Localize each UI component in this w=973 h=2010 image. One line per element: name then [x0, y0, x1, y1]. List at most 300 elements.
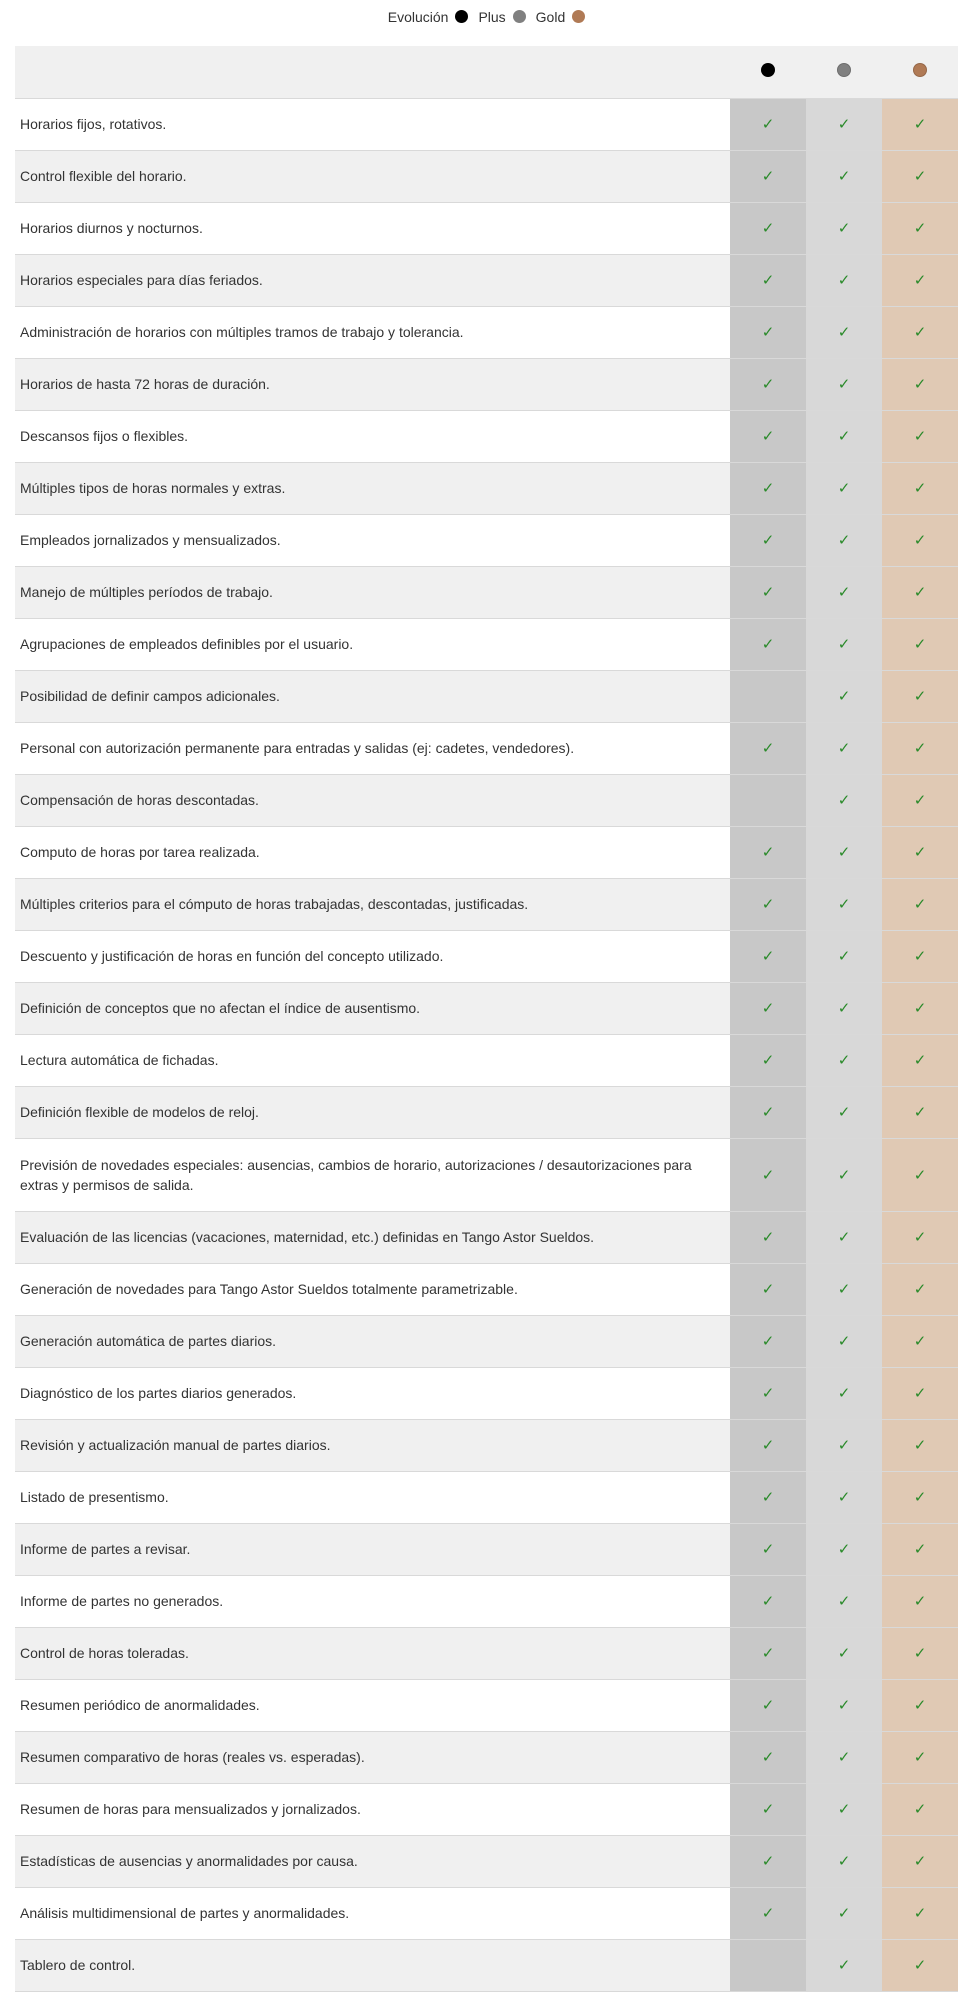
check-icon: ✓: [761, 1051, 775, 1069]
cell-evolucion: [730, 1211, 806, 1263]
cell-evolucion: [730, 566, 806, 618]
cell-evolucion: [730, 826, 806, 878]
check-icon: ✓: [761, 1332, 775, 1350]
cell-evolucion: [730, 1367, 806, 1419]
feature-label: Empleados jornalizados y mensualizados.: [15, 514, 730, 566]
cell-gold: [882, 514, 958, 566]
check-icon: ✓: [761, 947, 775, 965]
cell-gold: [882, 566, 958, 618]
table-row: [15, 514, 958, 566]
cell-gold: [882, 826, 958, 878]
feature-label: Generación automática de partes diarios.: [15, 1315, 730, 1367]
table-row: [15, 1627, 958, 1679]
cell-plus: [806, 1939, 882, 1991]
cell-evolucion: [730, 1783, 806, 1835]
feature-label: Lectura automática de fichadas.: [15, 1034, 730, 1086]
cell-evolucion: [730, 202, 806, 254]
feature-label: Diagnóstico de los partes diarios generados.: [15, 1367, 730, 1419]
cell-evolucion: [730, 930, 806, 982]
cell-plus: [806, 1783, 882, 1835]
feature-label: Agrupaciones de empleados definibles por el usuario.: [15, 618, 730, 670]
check-icon: ✓: [837, 1103, 851, 1121]
check-icon: ✓: [837, 115, 851, 133]
check-icon: ✓: [837, 1384, 851, 1402]
check-icon: ✓: [913, 1436, 927, 1454]
cell-plus: [806, 1887, 882, 1939]
check-icon: ✓: [761, 115, 775, 133]
table-row: [15, 1939, 958, 1991]
feature-label: Previsión de novedades especiales: ausencias, cambios de horario, autorizaciones / desautorizaciones para extras y permisos de salida.: [15, 1138, 730, 1211]
check-icon: ✓: [913, 895, 927, 913]
cell-plus: [806, 306, 882, 358]
check-icon: ✓: [837, 531, 851, 549]
check-icon: ✓: [761, 1280, 775, 1298]
table-row: [15, 982, 958, 1034]
table-row: [15, 1471, 958, 1523]
check-icon: ✓: [837, 1332, 851, 1350]
table-row: [15, 410, 958, 462]
table-row: [15, 1263, 958, 1315]
check-icon: ✓: [913, 1165, 927, 1184]
cell-evolucion: [730, 618, 806, 670]
cell-evolucion: [730, 306, 806, 358]
check-icon: ✓: [913, 1384, 927, 1402]
check-icon: ✓: [837, 583, 851, 601]
cell-evolucion: [730, 514, 806, 566]
table-row: [15, 1315, 958, 1367]
table-row: [15, 1211, 958, 1263]
check-icon: ✓: [837, 687, 851, 705]
table-row: [15, 618, 958, 670]
cell-gold: [882, 1523, 958, 1575]
check-icon: ✓: [913, 843, 927, 861]
cell-gold: [882, 1034, 958, 1086]
check-icon: ✓: [837, 1280, 851, 1298]
check-icon: ✓: [837, 375, 851, 393]
cell-plus: [806, 1575, 882, 1627]
cell-gold: [882, 618, 958, 670]
check-icon: ✓: [761, 1644, 775, 1662]
check-icon: ✓: [837, 843, 851, 861]
check-icon: ✓: [837, 1488, 851, 1506]
table-row: [15, 670, 958, 722]
cell-gold: [882, 774, 958, 826]
check-icon: ✓: [837, 427, 851, 445]
check-icon: ✓: [837, 999, 851, 1017]
check-icon: ✓: [837, 895, 851, 913]
plus-dot-icon: [837, 63, 851, 77]
feature-label: Revisión y actualización manual de partes diarios.: [15, 1419, 730, 1471]
cell-gold: [882, 1315, 958, 1367]
check-icon: ✓: [837, 1852, 851, 1870]
feature-label: Estadísticas de ausencias y anormalidades por causa.: [15, 1835, 730, 1887]
feature-label: Personal con autorización permanente para entradas y salidas (ej: cadetes, vendedores).: [15, 722, 730, 774]
feature-label: Horarios diurnos y nocturnos.: [15, 202, 730, 254]
feature-label: Computo de horas por tarea realizada.: [15, 826, 730, 878]
table-header-row: [15, 46, 958, 98]
cell-gold: [882, 1086, 958, 1138]
feature-comparison-table: [15, 46, 958, 1992]
check-icon: ✓: [837, 1696, 851, 1714]
legend-item-gold: [536, 9, 586, 25]
table-row: [15, 878, 958, 930]
check-icon: ✓: [761, 1592, 775, 1610]
table-row: [15, 1138, 958, 1211]
cell-evolucion: [730, 774, 806, 826]
table-row: [15, 98, 958, 150]
cell-gold: [882, 1679, 958, 1731]
cell-evolucion: [730, 982, 806, 1034]
legend: [0, 0, 973, 33]
legend-label-plus: Plus: [478, 8, 506, 25]
cell-gold: [882, 1939, 958, 1991]
cell-plus: [806, 514, 882, 566]
cell-evolucion: [730, 254, 806, 306]
check-icon: ✓: [761, 1800, 775, 1818]
check-icon: ✓: [913, 1800, 927, 1818]
cell-evolucion: [730, 1887, 806, 1939]
cell-gold: [882, 462, 958, 514]
cell-gold: [882, 878, 958, 930]
check-icon: ✓: [913, 1051, 927, 1069]
check-icon: ✓: [837, 1540, 851, 1558]
check-icon: ✓: [837, 1165, 851, 1184]
cell-evolucion: [730, 1523, 806, 1575]
cell-plus: [806, 670, 882, 722]
cell-evolucion: [730, 410, 806, 462]
cell-evolucion: [730, 1679, 806, 1731]
cell-evolucion: [730, 1731, 806, 1783]
feature-label: Compensación de horas descontadas.: [15, 774, 730, 826]
legend-dot-gold-icon: [572, 10, 585, 23]
cell-plus: [806, 774, 882, 826]
check-icon: ✓: [837, 1904, 851, 1922]
cell-evolucion: [730, 1419, 806, 1471]
check-icon: ✓: [913, 479, 927, 497]
gold-dot-icon: [913, 63, 927, 77]
check-icon: ✓: [837, 947, 851, 965]
check-icon: ✓: [761, 479, 775, 497]
feature-label: Posibilidad de definir campos adicionales.: [15, 670, 730, 722]
header-plus-cell: [806, 46, 882, 98]
cell-gold: [882, 1138, 958, 1211]
table-row: [15, 1419, 958, 1471]
check-icon: ✓: [837, 1228, 851, 1246]
cell-plus: [806, 566, 882, 618]
check-icon: ✓: [761, 427, 775, 445]
table-row: [15, 150, 958, 202]
cell-plus: [806, 150, 882, 202]
header-evolucion-cell: [730, 46, 806, 98]
cell-gold: [882, 306, 958, 358]
cell-gold: [882, 1211, 958, 1263]
cell-gold: [882, 1783, 958, 1835]
cell-plus: [806, 1034, 882, 1086]
check-icon: ✓: [761, 1165, 775, 1184]
check-icon: ✓: [913, 219, 927, 237]
cell-evolucion: [730, 1471, 806, 1523]
cell-gold: [882, 930, 958, 982]
check-icon: ✓: [837, 1051, 851, 1069]
check-icon: ✓: [837, 219, 851, 237]
check-icon: ✓: [761, 219, 775, 237]
cell-plus: [806, 878, 882, 930]
cell-evolucion: [730, 1034, 806, 1086]
check-icon: ✓: [761, 1103, 775, 1121]
cell-gold: [882, 1419, 958, 1471]
feature-label: Definición de conceptos que no afectan el índice de ausentismo.: [15, 982, 730, 1034]
table-row: [15, 1835, 958, 1887]
legend-dot-grey-icon: [513, 10, 526, 23]
check-icon: ✓: [913, 427, 927, 445]
header-gold-cell: [882, 46, 958, 98]
check-icon: ✓: [761, 1436, 775, 1454]
cell-plus: [806, 1835, 882, 1887]
check-icon: ✓: [761, 1904, 775, 1922]
cell-gold: [882, 1835, 958, 1887]
check-icon: ✓: [761, 895, 775, 913]
check-icon: ✓: [913, 791, 927, 809]
table-row: [15, 722, 958, 774]
table-row: [15, 1575, 958, 1627]
cell-gold: [882, 1887, 958, 1939]
table-row: [15, 826, 958, 878]
cell-plus: [806, 1086, 882, 1138]
table-row: [15, 1731, 958, 1783]
check-icon: ✓: [761, 1748, 775, 1766]
cell-evolucion: [730, 670, 806, 722]
feature-label: Descansos fijos o flexibles.: [15, 410, 730, 462]
table-row: [15, 1783, 958, 1835]
table-row: [15, 462, 958, 514]
cell-evolucion: [730, 1627, 806, 1679]
check-icon: ✓: [761, 843, 775, 861]
feature-label: Resumen comparativo de horas (reales vs. esperadas).: [15, 1731, 730, 1783]
check-icon: ✓: [913, 1852, 927, 1870]
cell-plus: [806, 462, 882, 514]
check-icon: ✓: [837, 479, 851, 497]
check-icon: ✓: [913, 1904, 927, 1922]
table-row: [15, 930, 958, 982]
feature-label: Administración de horarios con múltiples tramos de trabajo y tolerancia.: [15, 306, 730, 358]
cell-plus: [806, 1138, 882, 1211]
cell-plus: [806, 202, 882, 254]
check-icon: ✓: [761, 1540, 775, 1558]
cell-plus: [806, 826, 882, 878]
feature-label: Informe de partes no generados.: [15, 1575, 730, 1627]
check-icon: ✓: [761, 167, 775, 185]
check-icon: ✓: [913, 1748, 927, 1766]
cell-plus: [806, 1731, 882, 1783]
cell-gold: [882, 982, 958, 1034]
cell-gold: [882, 98, 958, 150]
check-icon: ✓: [913, 115, 927, 133]
cell-plus: [806, 98, 882, 150]
cell-gold: [882, 150, 958, 202]
table-row: [15, 306, 958, 358]
check-icon: ✓: [913, 323, 927, 341]
table-row: [15, 1523, 958, 1575]
table-row: [15, 566, 958, 618]
check-icon: ✓: [837, 739, 851, 757]
table-row: [15, 1034, 958, 1086]
cell-gold: [882, 1575, 958, 1627]
legend-item-plus: [478, 9, 525, 25]
check-icon: ✓: [761, 739, 775, 757]
check-icon: ✓: [913, 947, 927, 965]
feature-label: Resumen de horas para mensualizados y jornalizados.: [15, 1783, 730, 1835]
legend-item-evolucion: [388, 9, 469, 25]
check-icon: ✓: [913, 531, 927, 549]
check-icon: ✓: [837, 1956, 851, 1974]
cell-plus: [806, 358, 882, 410]
cell-plus: [806, 722, 882, 774]
check-icon: ✓: [913, 375, 927, 393]
feature-label: Control flexible del horario.: [15, 150, 730, 202]
check-icon: ✓: [761, 999, 775, 1017]
check-icon: ✓: [761, 531, 775, 549]
check-icon: ✓: [761, 583, 775, 601]
check-icon: ✓: [913, 739, 927, 757]
feature-label: Generación de novedades para Tango Astor Sueldos totalmente parametrizable.: [15, 1263, 730, 1315]
check-icon: ✓: [913, 635, 927, 653]
cell-gold: [882, 670, 958, 722]
cell-plus: [806, 254, 882, 306]
cell-gold: [882, 358, 958, 410]
check-icon: ✓: [913, 999, 927, 1017]
check-icon: ✓: [913, 1332, 927, 1350]
check-icon: ✓: [913, 1228, 927, 1246]
legend-label-gold: Gold: [535, 8, 566, 25]
check-icon: ✓: [761, 635, 775, 653]
cell-evolucion: [730, 150, 806, 202]
cell-plus: [806, 930, 882, 982]
cell-gold: [882, 1471, 958, 1523]
check-icon: ✓: [837, 167, 851, 185]
check-icon: ✓: [761, 1696, 775, 1714]
feature-label: Múltiples criterios para el cómputo de horas trabajadas, descontadas, justificadas.: [15, 878, 730, 930]
evolucion-dot-icon: [761, 63, 775, 77]
check-icon: ✓: [837, 635, 851, 653]
table-row: [15, 1367, 958, 1419]
cell-evolucion: [730, 1315, 806, 1367]
cell-plus: [806, 1367, 882, 1419]
check-icon: ✓: [761, 323, 775, 341]
cell-evolucion: [730, 462, 806, 514]
check-icon: ✓: [913, 271, 927, 289]
check-icon: ✓: [761, 271, 775, 289]
table-row: [15, 1887, 958, 1939]
table-row: [15, 774, 958, 826]
legend-label-evolucion: Evolución: [387, 8, 449, 25]
check-icon: ✓: [837, 1592, 851, 1610]
cell-plus: [806, 618, 882, 670]
feature-label: Informe de partes a revisar.: [15, 1523, 730, 1575]
cell-plus: [806, 410, 882, 462]
check-icon: ✓: [761, 1384, 775, 1402]
cell-evolucion: [730, 722, 806, 774]
feature-label: Horarios fijos, rotativos.: [15, 98, 730, 150]
check-icon: ✓: [761, 1852, 775, 1870]
cell-gold: [882, 254, 958, 306]
cell-plus: [806, 1471, 882, 1523]
cell-gold: [882, 1731, 958, 1783]
cell-plus: [806, 1523, 882, 1575]
cell-plus: [806, 1679, 882, 1731]
check-icon: ✓: [913, 167, 927, 185]
feature-label: Listado de presentismo.: [15, 1471, 730, 1523]
cell-plus: [806, 1627, 882, 1679]
check-icon: ✓: [837, 791, 851, 809]
check-icon: ✓: [761, 1488, 775, 1506]
check-icon: ✓: [913, 1956, 927, 1974]
cell-plus: [806, 982, 882, 1034]
cell-gold: [882, 410, 958, 462]
cell-evolucion: [730, 358, 806, 410]
legend-dot-black-icon: [455, 10, 468, 23]
cell-gold: [882, 722, 958, 774]
cell-evolucion: [730, 1835, 806, 1887]
table-row: [15, 254, 958, 306]
check-icon: ✓: [913, 1488, 927, 1506]
cell-gold: [882, 1263, 958, 1315]
cell-gold: [882, 202, 958, 254]
cell-plus: [806, 1419, 882, 1471]
check-icon: ✓: [913, 1540, 927, 1558]
check-icon: ✓: [913, 1696, 927, 1714]
cell-plus: [806, 1315, 882, 1367]
feature-label: Horarios de hasta 72 horas de duración.: [15, 358, 730, 410]
cell-evolucion: [730, 1939, 806, 1991]
check-icon: ✓: [837, 1644, 851, 1662]
feature-label: Tablero de control.: [15, 1939, 730, 1991]
table-row: [15, 202, 958, 254]
table-row: [15, 1679, 958, 1731]
check-icon: ✓: [837, 1436, 851, 1454]
cell-evolucion: [730, 1138, 806, 1211]
cell-evolucion: [730, 1575, 806, 1627]
feature-label: Control de horas toleradas.: [15, 1627, 730, 1679]
cell-gold: [882, 1627, 958, 1679]
cell-evolucion: [730, 1086, 806, 1138]
cell-evolucion: [730, 878, 806, 930]
check-icon: ✓: [837, 323, 851, 341]
check-icon: ✓: [761, 1228, 775, 1246]
cell-gold: [882, 1367, 958, 1419]
table-row: [15, 1086, 958, 1138]
cell-plus: [806, 1211, 882, 1263]
check-icon: ✓: [761, 375, 775, 393]
check-icon: ✓: [913, 1644, 927, 1662]
check-icon: ✓: [837, 1748, 851, 1766]
feature-label: Descuento y justificación de horas en función del concepto utilizado.: [15, 930, 730, 982]
feature-label: Manejo de múltiples períodos de trabajo.: [15, 566, 730, 618]
feature-label: Horarios especiales para días feriados.: [15, 254, 730, 306]
check-icon: ✓: [913, 583, 927, 601]
cell-plus: [806, 1263, 882, 1315]
check-icon: ✓: [837, 271, 851, 289]
check-icon: ✓: [913, 1592, 927, 1610]
check-icon: ✓: [913, 1103, 927, 1121]
feature-table-body: [15, 98, 958, 1991]
check-icon: ✓: [913, 687, 927, 705]
cell-evolucion: [730, 1263, 806, 1315]
feature-label: Resumen periódico de anormalidades.: [15, 1679, 730, 1731]
check-icon: ✓: [837, 1800, 851, 1818]
feature-label: Definición flexible de modelos de reloj.: [15, 1086, 730, 1138]
feature-label: Múltiples tipos de horas normales y extras.: [15, 462, 730, 514]
table-row: [15, 358, 958, 410]
